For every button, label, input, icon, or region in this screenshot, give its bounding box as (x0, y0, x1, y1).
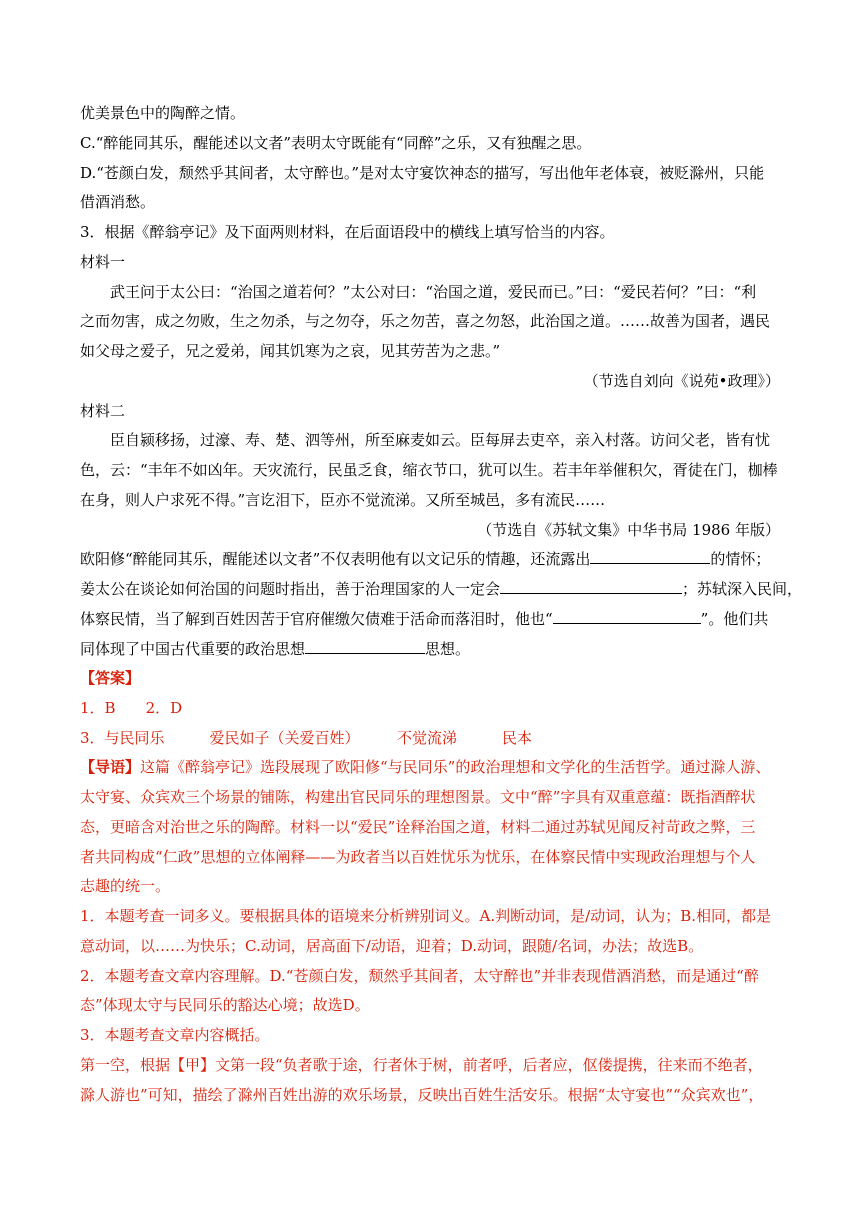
explanation-2-line-2: 态”体现太守与民同乐的豁达心境；故选D。 (80, 996, 370, 1014)
explanation-3-heading: 3．本题考查文章内容概括。 (80, 1026, 270, 1044)
intro-line-1 (80, 757, 780, 777)
option-d-line-1: D.“苍颜白发，颓然乎其间者，太守醉也。”是对太守宴饮神态的描写，写出他年老体衰，被贬滁州，只能 (80, 164, 765, 182)
explanation-1-line-2: 意动词，以……为快乐；C.动词，居高面下/动语，迎着；D.动词，跟随/名词，办法；故选B。 (80, 937, 704, 955)
material-1-source: （节选自刘向《说苑•政理》） (583, 372, 780, 390)
intro-text: 这篇《醉翁亭记》选段展现了欧阳修“与民同乐”的政治理想和文学化的生活哲学。通过滁人游、 (140, 758, 771, 776)
fill-text: ；苏轼深入民间， (682, 580, 803, 598)
intro-line-4: 者共同构成“仁政”思想的立体阐释——为政者当以百姓忧乐为忧乐，在体察民情中实现政治理想与个人 (80, 848, 756, 866)
answer-blank-2[interactable] (500, 579, 682, 594)
fill-text: 欧阳修“醉能同其乐，醒能述以文者”不仅表明他有以文记乐的情趣，还流露出 (80, 550, 591, 568)
material-2-heading: 材料二 (80, 402, 126, 420)
answer-heading: 【答案】 (80, 669, 141, 687)
explanation-3-line-1: 第一空，根据【甲】文第一段“负者歌于途，行者休于树，前者呼，后者应，伛偻提携，往来而不绝者， (80, 1056, 763, 1074)
material-2-source: （节选自《苏轼文集》中华书局 1986 年版） (477, 521, 780, 539)
answer-3: 3．与民同乐 爱民如子（关爱百姓） 不觉流涕 民本 (80, 729, 533, 747)
material-2-line-1: 臣自颍移扬，过濠、寿、楚、泗等州，所至麻麦如云。臣每屏去吏卒，亲入村落。访问父老，皆有忧 (110, 431, 771, 449)
fill-text: 的情怀； (710, 550, 771, 568)
intro-heading: 【导语】 (80, 758, 141, 776)
fill-text: 姜太公在谈论如何治国的问题时指出，善于治理国家的人一定会 (80, 580, 501, 598)
material-2-line-2: 色，云：“丰年不如凶年。天灾流行，民虽乏食，缩衣节口，犹可以生。若丰年举催积欠，胥徒在门，枷棒 (80, 461, 778, 479)
fill-paragraph-line-3 (80, 609, 780, 629)
material-1-line-3: 如父母之爱子，兄之爱弟，闻其饥寒为之哀，见其劳苦为之悲。” (80, 342, 501, 360)
intro-line-5: 志趣的统一。 (80, 877, 171, 895)
option-c: C.“醉能同其乐，醒能述以文者”表明太守既能有“同醉”之乐，又有独醒之思。 (80, 134, 592, 152)
fill-paragraph-line-1 (80, 549, 780, 569)
fill-text: 思想。 (425, 640, 471, 658)
material-1-heading: 材料一 (80, 253, 126, 271)
explanation-2-line-1: 2．本题考查文章内容理解。D.“苍颜白发，颓然乎其间者，太守醉也”并非表现借酒消愁，而是通过“醉 (80, 967, 759, 985)
intro-line-2: 太守宴、众宾欢三个场景的铺陈，构建出官民同乐的理想图景。文中“醉”字具有双重意蕴：既指酒醉状 (80, 788, 756, 806)
material-1-line-1: 武王问于太公曰：“治国之道若何？”太公对曰：“治国之道，爱民而已。”曰：“爱民若何？”曰：“利 (110, 283, 757, 301)
question-3: 3．根据《醉翁亭记》及下面两则材料，在后面语段中的横线上填写恰当的内容。 (80, 223, 615, 241)
answer-blank-1[interactable] (590, 549, 710, 564)
fill-text: ”。他们共 (700, 610, 769, 628)
intro-line-3: 态，更暗含对治世之乐的陶醉。材料一以“爱民”诠释治国之道，材料二通过苏轼见闻反衬苛政之弊，三 (80, 818, 756, 836)
answer-blank-4[interactable] (305, 639, 425, 654)
fill-text: 体察民情，当了解到百姓因苦于官府催缴欠债难于活命而落泪时，他也“ (80, 610, 553, 628)
answer-1-2: 1．B 2．D (80, 699, 183, 717)
explanation-1-line-1: 1．本题考查一词多义。要根据具体的语境来分析辨别词义。A.判断动词，是/动词，认为；B.相同，都是 (80, 907, 771, 925)
answer-blank-3[interactable] (553, 609, 701, 624)
fill-paragraph-line-2 (80, 579, 803, 599)
explanation-3-line-2: 滁人游也”可知，描绘了滁州百姓出游的欢乐场景，反映出百姓生活安乐。根据“太守宴也”“众宾欢也”， (80, 1086, 764, 1104)
option-d-line-2: 借酒消愁。 (80, 193, 156, 211)
material-2-line-3: 在身，则人户求死不得。”言讫泪下，臣亦不觉流涕。又所至城邑，多有流民…… (80, 491, 606, 509)
material-1-line-2: 之而勿害，成之勿败，生之勿杀，与之勿夺，乐之勿苦，喜之勿怒，此治国之道。……故善为国者，遇民 (80, 312, 771, 330)
option-b-continuation: 优美景色中的陶醉之情。 (80, 104, 246, 122)
fill-paragraph-line-4 (80, 639, 780, 659)
fill-text: 同体现了中国古代重要的政治思想 (80, 640, 306, 658)
